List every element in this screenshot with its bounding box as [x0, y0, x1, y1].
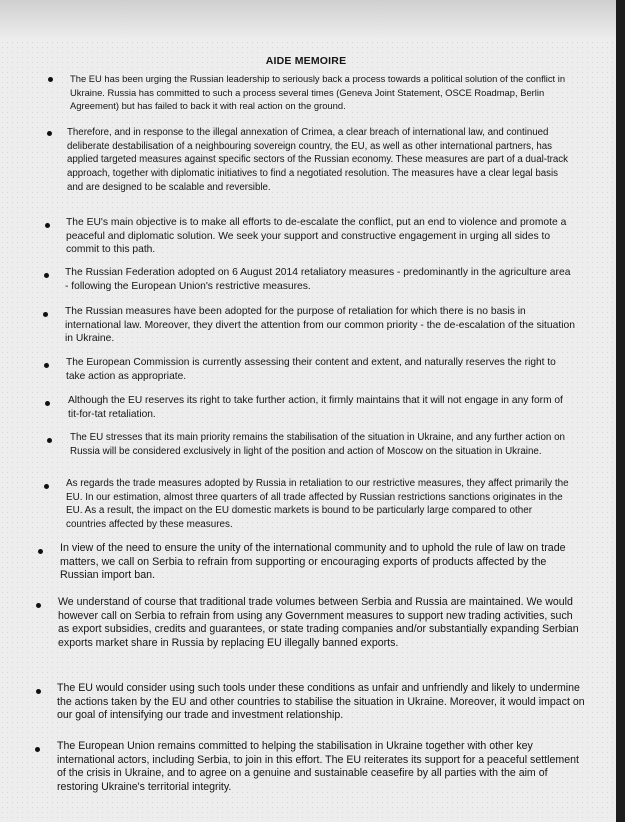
bullet-icon — [43, 312, 48, 317]
bullet-icon — [45, 401, 50, 406]
memo-paragraph: The EU's main objective is to make all efforts to de-escalate the conflict, put an end to violence and promote a peaceful and diplomatic solution. We seek your support and constructive engagement in urging all sides to commit to this path. — [66, 217, 567, 256]
memo-paragraph: The EU would consider using such tools under these conditions as unfair and unfriendly and likely to undermine the actions taken by the EU and other countries to stabilise the situation in Ukraine. Moreover, it would impact on our goal of intensifying our trade and investment relationship. — [57, 682, 585, 722]
scan-edge — [616, 0, 625, 822]
memo-paragraph: Although the EU reserves its right to take further action, it firmly maintains that it will not engage in any form of tit-for-tat retaliation. — [68, 395, 563, 420]
memo-paragraph: In view of the need to ensure the unity of the international community and to uphold the rule of law on trade matters, we call on Serbia to refrain from supporting or encouraging exports of products affected by the Russian import ban. — [60, 542, 566, 582]
bullet-icon — [36, 603, 41, 608]
bullet-icon — [44, 273, 49, 278]
memo-paragraph: The European Union remains committed to helping the stabilisation in Ukraine together with other key international actors, including Serbia, to join in this effort. The EU reiterates its support for a peaceful settlement of the crisis in Ukraine, and to agree on a genuine and sustainable ceasefire by all parties with the aim of restoring Ukraine's territorial integrity. — [57, 740, 579, 794]
bullet-icon — [47, 438, 52, 443]
bullet-icon — [45, 223, 50, 228]
memo-paragraph: The Russian measures have been adopted for the purpose of retaliation for which there is no basis in international law. Moreover, they divert the attention from our common priority - the de-escalation of the situation in Ukraine. — [65, 306, 575, 345]
scan-shadow — [0, 0, 616, 40]
document-title: AIDE MEMOIRE — [265, 55, 347, 67]
memo-paragraph: The European Commission is currently assessing their content and extent, and naturally reserves the right to take action as appropriate. — [66, 357, 556, 382]
memo-paragraph: Therefore, and in response to the illegal annexation of Crimea, a clear breach of international law, and continued deliberate destabilisation of a neighbouring sovereign country, the EU, as well as other international partners, has applied targeted measures against specific sectors of the Russian economy. These measures are part of a dual-track approach, together with diplomatic initiatives to find a negotiated resolution. The measures have a clear legal basis and are designed to be scalable and reversible. — [67, 127, 568, 193]
bullet-icon — [44, 484, 49, 489]
bullet-icon — [47, 131, 52, 136]
memo-paragraph: As regards the trade measures adopted by Russia in retaliation to our restrictive measures, they affect primarily the EU. In our estimation, almost three quarters of all trade affected by Russian restrictions sanctions originates in the EU. As a result, the impact on the EU domestic markets is bound to be particularly large compared to other countries affected by these measures. — [66, 478, 569, 531]
memo-paragraph: The EU has been urging the Russian leadership to seriously back a process towards a political solution of the conflict in Ukraine. Russia has committed to such a process several times (Geneva Joint Statement, OSCE Roadmap, Berlin Agreement) but has failed to back it with real action on the ground. — [70, 73, 566, 112]
bullet-icon — [36, 689, 41, 694]
bullet-icon — [48, 77, 53, 82]
memo-paragraph: We understand of course that traditional trade volumes between Serbia and Russia are maintained. We would however call on Serbia to refrain from using any Government measures to support new trading activities, such as export subsidies, credits and guarantees, or state trading companies and/or substantially expanding Serbian exports market share in Russia by replacing EU illegally banned exports. — [58, 596, 579, 650]
memo-paragraph: The EU stresses that its main priority remains the stabilisation of the situation in Ukraine, and any further action on Russia will be considered exclusively in light of the position and action of Moscow on the situation in Ukraine. — [70, 432, 565, 457]
bullet-icon — [38, 549, 43, 554]
bullet-icon — [44, 363, 49, 368]
bullet-icon — [35, 747, 40, 752]
memo-paragraph: The Russian Federation adopted on 6 August 2014 retaliatory measures - predominantly in the agriculture area - following the European Union's restrictive measures. — [65, 267, 571, 292]
